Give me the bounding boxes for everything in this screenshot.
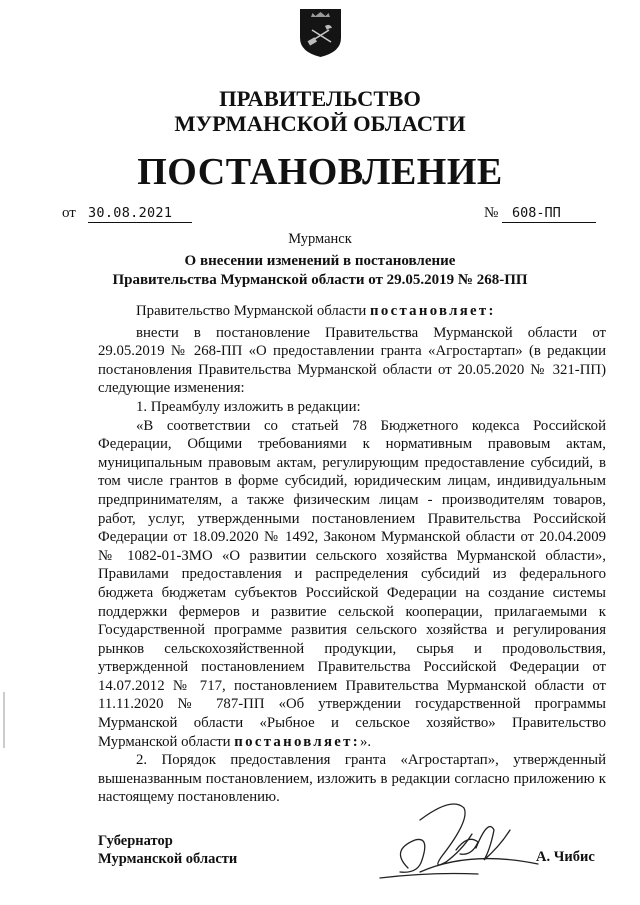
- paragraph-amend: внести в постановление Правительства Мурманской области от 29.05.2019 № 268-ПП «О предоставлении гранта «Агростартап» (в редакции постановления Правительства Мурманской области от 20.05.2020 № 321-ПП) следующие изменения:: [98, 324, 606, 397]
- document-number: 608-ПП: [502, 204, 596, 223]
- resolves-word-2: постановляет:: [234, 733, 360, 750]
- number-prefix: №: [484, 205, 499, 221]
- document-type-title: ПОСТАНОВЛЕНИЕ: [137, 151, 503, 193]
- paragraph-preamble-text: «В соответствии со статьей 78 Бюджетного кодекса Российской Федерации, Общими требованиями к нормативным правовым актам, муниципальным правовым актам, регулирующим предоставление субсидий, в том числе грантов в форме субсидий, юридическим лицам, индивидуальным предпринимателям, а также физическим лицам - производителям товаров, работ, услуг, утвержденными постановлением Правительства Российской Федерации от 18.09.2020 № 1492, Законом Мурманской области от 20.04.2009 № 1082-01-ЗМО «О развитии сельского хозяйства Мурманской области», Правилами предоставления и распределения субсидий из федерального бюджета бюджетам субъектов Российской Федерации на создание системы поддержки фермеров и развитие сельской кооперации, прилагаемыми к Государственной программе развития сельского хозяйства и регулирования рынков сельскохозяйственной продукции, сырья и продовольствия, утвержденной постановлением Правительства Российской Федерации от 14.07.2012 № 717, постановлением Правительства Мурманской области от 11.11.2020 № 787-ПП «Об утверждении государственной программы Мурманской области «Рыбное и сельское хозяйство» Правительство Мурманской области постановляет:».: [98, 417, 606, 750]
- document-body: [98, 302, 606, 807]
- paragraph-item-1: 1. Преамбулу изложить в редакции:: [136, 398, 361, 415]
- city-name: Мурманск: [288, 231, 352, 247]
- document-date: 30.08.2021: [88, 204, 192, 223]
- signatory-title-line1: Губернатор: [98, 833, 173, 849]
- organization-name-line1: ПРАВИТЕЛЬСТВО: [219, 86, 421, 111]
- resolution-intro: Правительство Мурманской области постановляет:: [136, 303, 496, 319]
- coat-of-arms-icon: [299, 8, 342, 58]
- paragraph-item-2: 2. Порядок предоставления гранта «Агростартап», утвержденный вышеназванным постановлением, изложить в редакции согласно приложению к настоящему постановлению.: [98, 752, 606, 806]
- scan-margin-mark: [3, 692, 5, 748]
- organization-name-line2: МУРМАНСКОЙ ОБЛАСТИ: [174, 111, 466, 136]
- signatory-name: А. Чибис: [536, 849, 595, 865]
- subject-line1: О внесении изменений в постановление: [184, 253, 456, 269]
- subject-line2: Правительства Мурманской области от 29.05.2019 № 268-ПП: [112, 272, 528, 288]
- handwritten-signature: [360, 790, 550, 890]
- date-prefix: от: [62, 205, 76, 221]
- signatory-title-line2: Мурманской области: [98, 851, 238, 867]
- resolves-word: постановляет:: [370, 303, 496, 319]
